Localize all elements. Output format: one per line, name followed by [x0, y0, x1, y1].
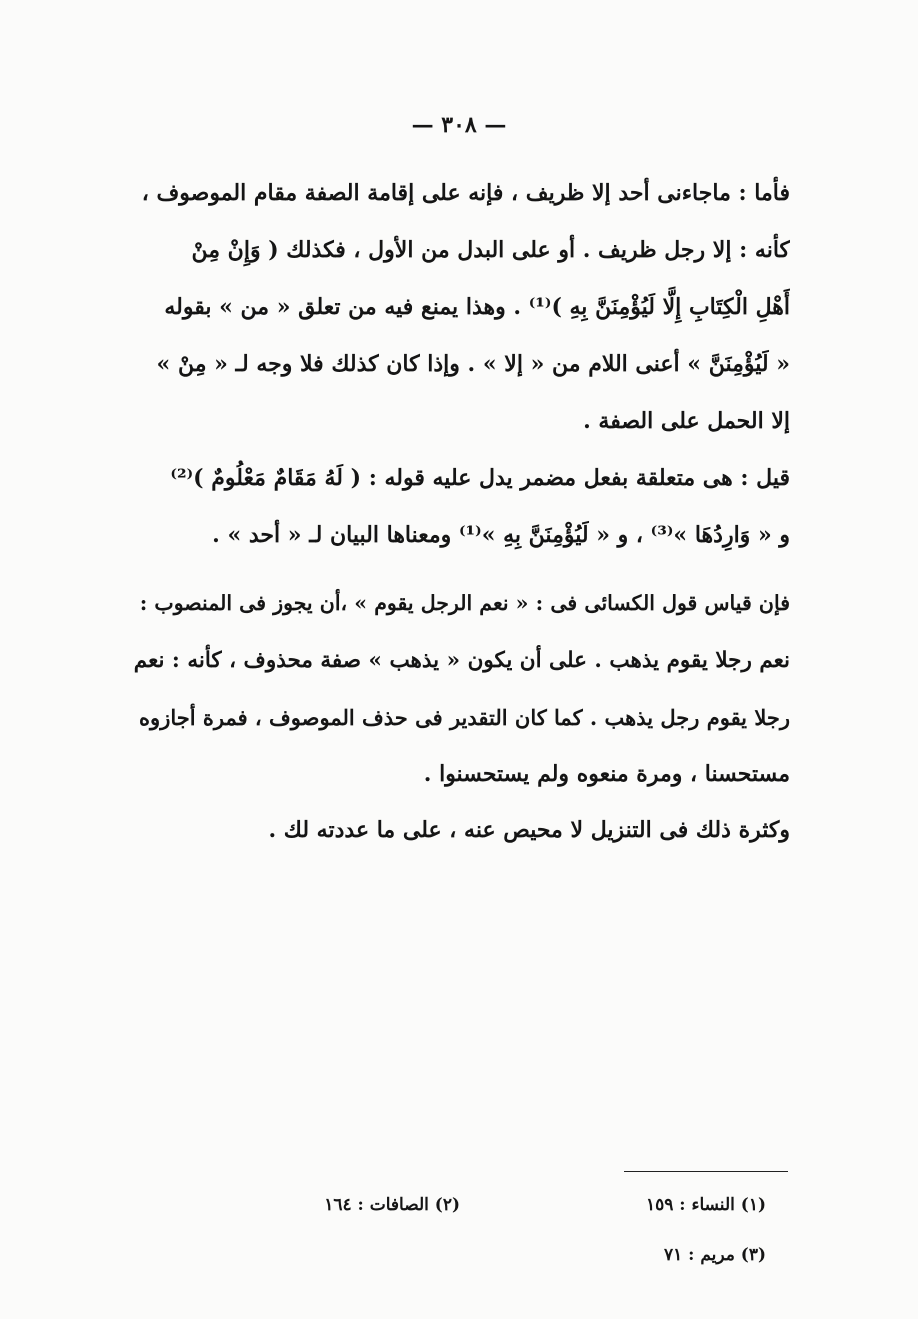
text-line: رجلا يقوم رجل يذهب . كما كان التقدير فى حذف الموصوف ، فمرة أجازوه: [139, 705, 790, 730]
text-line: مستحسنا ، ومرة منعوه ولم يستحسنوا .: [423, 761, 790, 787]
paragraph-1: [128, 165, 790, 450]
text-line: وكثرة ذلك فى التنزيل لا محيص عنه ، على ما عددته لك .: [268, 817, 790, 843]
text-line: فأما : ماجاءنى أحد إلا ظريف ، فإنه على إقامة الصفة مقام الموصوف ،: [141, 180, 790, 206]
text-line: كأنه : إلا رجل ظريف . أو على البدل من الأول ، فكذلك ( وَإِنْ مِنْ: [191, 237, 790, 263]
paragraph-3: [128, 575, 790, 803]
text-line: قيل : هى متعلقة بفعل مضمر يدل عليه قوله : ( لَهُ مَقَامٌ مَعْلُومٌ )⁽²⁾: [170, 465, 790, 491]
footnote-divider: [624, 1171, 788, 1172]
page-number: — ٣٠٨ —: [411, 112, 507, 138]
text-line: أَهْلِ الْكِتَابِ إِلَّا لَيُؤْمِنَنَّ بِهِ )⁽¹⁾ . وهذا يمنع فيه من تعلق « من » بقوله: [164, 294, 790, 320]
footnote-1: (١) النساء : ١٥٩: [645, 1195, 766, 1215]
text-line: « لَيُؤْمِنَنَّ » أعنى اللام من « إلا » . وإذا كان كذلك فلا وجه لـ « مِنْ »: [156, 351, 790, 377]
footnote-2: (٢) الصافات : ١٦٤: [324, 1195, 460, 1215]
text-line: إلا الحمل على الصفة .: [583, 408, 790, 434]
text-line: فإن قياس قول الكسائى فى : « نعم الرجل يقوم » ،أن يجوز فى المنصوب :: [139, 591, 790, 615]
text-line: و « وَارِدُهَا »⁽³⁾ ، و « لَيُؤْمِنَنَّ بِهِ »⁽¹⁾ ومعناها البيان لـ « أحد » .: [212, 522, 790, 548]
paragraph-4: [128, 802, 790, 859]
text-line: نعم رجلا يقوم يذهب . على أن يكون « يذهب » صفة محذوف ، كأنه : نعم: [133, 648, 790, 673]
paragraph-2: [128, 450, 790, 564]
footnote-3: (٣) مريم : ٧١: [663, 1245, 766, 1265]
